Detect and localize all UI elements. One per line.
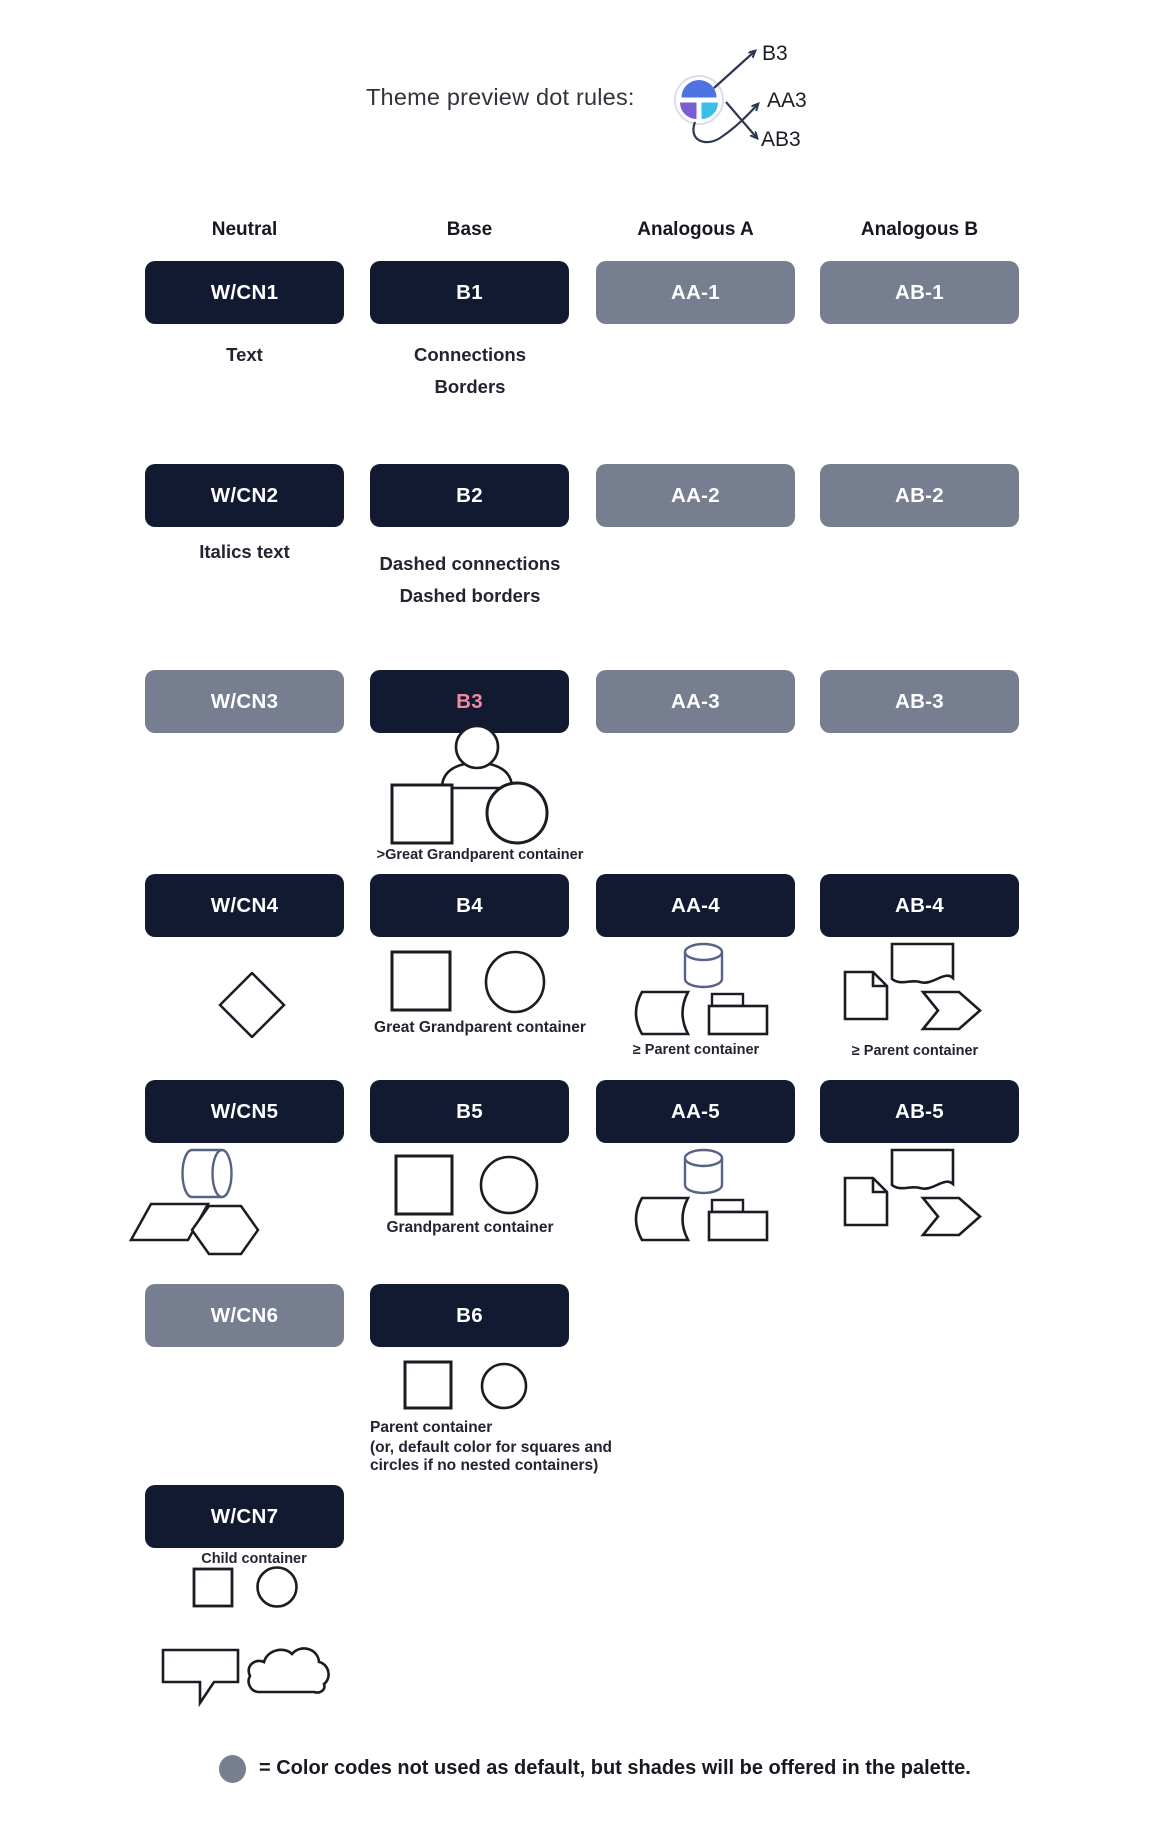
caption-b2-line1: Dashed connections — [379, 553, 561, 574]
chip-b1: B1 — [370, 261, 569, 324]
chip-aa1: AA-1 — [596, 261, 795, 324]
wavy-document-icon — [892, 944, 953, 983]
horizontal-cylinder-end-icon — [213, 1150, 232, 1197]
dot-label-aa3: AA3 — [767, 89, 807, 112]
legend-gray-dot-icon — [219, 1755, 246, 1783]
square-shape-icon — [405, 1362, 451, 1408]
caption-b2-line2: Dashed borders — [399, 585, 541, 606]
caption-b4-shapes: Great Grandparent container — [374, 1019, 586, 1036]
caption-b5-shapes: Grandparent container — [386, 1219, 554, 1236]
b6-square-circle-shapes — [398, 1358, 533, 1414]
chip-aa2: AA-2 — [596, 464, 795, 527]
card-tab-icon — [712, 994, 743, 1006]
card-body-icon — [709, 1006, 767, 1034]
chevron-shape-icon — [923, 992, 980, 1029]
wavy-document-icon — [892, 1150, 953, 1189]
speech-bubble-icon — [163, 1650, 238, 1703]
stored-data-shape-icon — [636, 1198, 688, 1240]
person-square-circle-shapes — [368, 722, 583, 850]
bubble-cloud-shapes — [155, 1640, 340, 1708]
circle-shape-icon — [486, 952, 544, 1012]
chip-ab3: AB-3 — [820, 670, 1019, 733]
column-header-neutral: Neutral — [211, 219, 278, 240]
dot-label-ab3: AB3 — [761, 128, 801, 151]
chip-wcn2: W/CN2 — [145, 464, 344, 527]
caption-wcn2: Italics text — [199, 541, 290, 562]
column-header-base: Base — [446, 219, 493, 240]
square-shape-icon — [194, 1569, 232, 1606]
square-shape-icon — [392, 785, 452, 843]
caption-ab4-shapes: ≥ Parent container — [851, 1043, 979, 1059]
aa5-container-shapes — [625, 1142, 775, 1248]
column-header-analogous-b: Analogous B — [860, 219, 979, 240]
caption-wcn1: Text — [226, 344, 263, 365]
arrow-to-b3 — [714, 51, 755, 88]
chip-ab2: AB-2 — [820, 464, 1019, 527]
aa4-container-shapes — [625, 936, 775, 1042]
chip-wcn3: W/CN3 — [145, 670, 344, 733]
card-tab-icon — [712, 1200, 743, 1212]
chip-ab1: AB-1 — [820, 261, 1019, 324]
chip-aa5: AA-5 — [596, 1080, 795, 1143]
b4-square-circle-shapes — [388, 948, 553, 1018]
chip-wcn1: W/CN1 — [145, 261, 344, 324]
caption-b6-line2: (or, default color for squares and — [370, 1439, 613, 1456]
chip-wcn4: W/CN4 — [145, 874, 344, 937]
chip-ab4: AB-4 — [820, 874, 1019, 937]
wcn5-shapes — [128, 1148, 288, 1258]
caption-b1-line1: Connections — [413, 344, 527, 365]
circle-shape-icon — [481, 1157, 537, 1213]
ab4-container-shapes — [835, 936, 990, 1036]
page-icon — [845, 972, 887, 1019]
caption-b1-line2: Borders — [434, 376, 506, 397]
stored-data-shape-icon — [636, 992, 688, 1034]
circle-shape-icon — [487, 783, 547, 843]
circle-shape-icon — [482, 1364, 526, 1408]
caption-aa4-shapes: ≥ Parent container — [632, 1042, 760, 1058]
wcn7-square-circle-shapes — [188, 1562, 303, 1614]
page-icon — [845, 1178, 887, 1225]
chip-ab5: AB-5 — [820, 1080, 1019, 1143]
chip-aa4: AA-4 — [596, 874, 795, 937]
chip-aa3: AA-3 — [596, 670, 795, 733]
page-title: Theme preview dot rules: — [366, 84, 635, 110]
column-header-analogous-a: Analogous A — [637, 219, 754, 240]
chevron-shape-icon — [923, 1198, 980, 1235]
cylinder-top-icon — [685, 944, 722, 960]
caption-b6-line1: Parent container — [370, 1419, 493, 1436]
person-head-icon — [456, 726, 498, 768]
chip-b5: B5 — [370, 1080, 569, 1143]
caption-b3-shapes: >Great Grandparent container — [376, 847, 584, 863]
ab5-container-shapes — [835, 1142, 990, 1242]
cylinder-top-icon — [685, 1150, 722, 1166]
dot-label-b3: B3 — [762, 42, 788, 65]
chip-wcn7: W/CN7 — [145, 1485, 344, 1548]
diamond-shape-icon — [218, 972, 286, 1038]
legend-text: = Color codes not used as default, but shades will be offered in the palette. — [259, 1757, 971, 1779]
chip-wcn6: W/CN6 — [145, 1284, 344, 1347]
arrow-to-ab3 — [726, 102, 757, 138]
chip-b2: B2 — [370, 464, 569, 527]
chip-wcn5: W/CN5 — [145, 1080, 344, 1143]
chip-b6: B6 — [370, 1284, 569, 1347]
chip-b4: B4 — [370, 874, 569, 937]
cloud-icon — [249, 1648, 329, 1692]
b5-square-circle-shapes — [390, 1152, 545, 1218]
square-shape-icon — [392, 952, 450, 1010]
caption-b6-line3: circles if no nested containers) — [370, 1457, 599, 1474]
chip-b3: B3 — [370, 670, 569, 733]
caption-wcn7: Child container — [201, 1551, 307, 1567]
card-body-icon — [709, 1212, 767, 1240]
square-shape-icon — [396, 1156, 452, 1214]
circle-shape-icon — [258, 1568, 297, 1607]
